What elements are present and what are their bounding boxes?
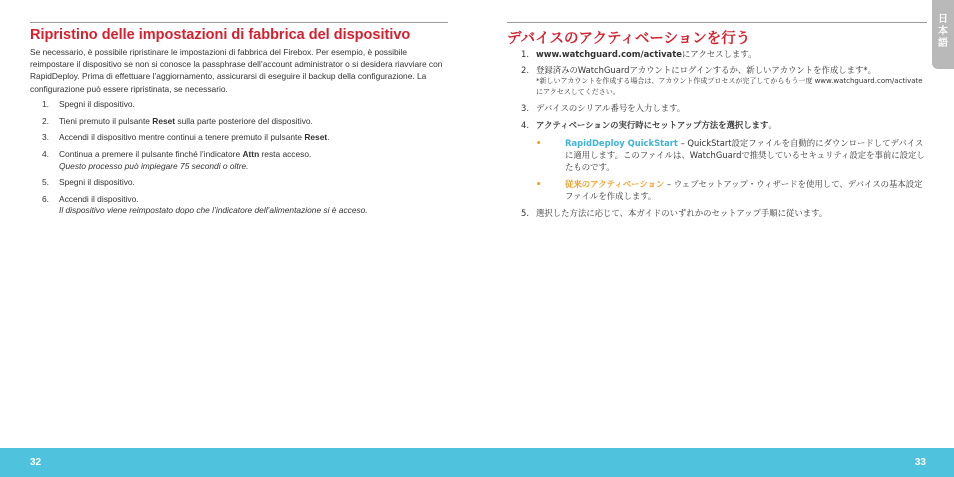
step-number: 2. [42, 115, 49, 126]
reset-steps-list [30, 99, 448, 222]
activation-url-link[interactable]: www.watchguard.com/activate [536, 49, 682, 59]
step-number: 3. [42, 132, 49, 143]
step-text: Spegni il dispositivo. [59, 177, 135, 188]
step-text: Continua a premere il pulsante finché l’indicatore [59, 149, 243, 160]
activation-steps-list [507, 48, 927, 219]
left-page [30, 0, 448, 448]
step-item [30, 149, 448, 172]
step-bold-term: Reset [152, 115, 176, 126]
step-item [30, 177, 448, 189]
language-tab-label: 日本語 [938, 14, 948, 49]
step-text: デバイスのシリアル番号を入力します。 [536, 103, 686, 113]
step-text: sulla parte posteriore del dispositivo. [175, 115, 313, 126]
step-number: 2. [521, 65, 529, 75]
step-item [30, 194, 448, 217]
step-item [507, 48, 927, 60]
section-title: デバイスのアクティベーションを行う [507, 31, 751, 47]
step-text: . [327, 132, 330, 143]
step-number: 3. [521, 103, 529, 113]
section-title: Ripristino delle impostazioni di fabbrica del dispositivo [30, 27, 411, 43]
step-footnote: *新しいアカウントを作成する場合は、アカウント作成プロセスが完了してからもう一度 www.watchguard.com/activateにアクセスしてください。 [536, 77, 923, 96]
step-note: Questo processo può impiegare 75 secondi o oltre. [59, 160, 249, 171]
header-rule [507, 22, 927, 23]
option-item-traditional [536, 178, 927, 202]
step-item [507, 102, 927, 114]
step-item [30, 116, 448, 128]
step-number: 5. [521, 208, 529, 218]
step-bold-term: Attn [242, 149, 260, 160]
step-item [507, 207, 927, 219]
step-number: 5. [42, 177, 49, 188]
option-label: RapidDeploy QuickStart [565, 138, 678, 148]
step-number: 1. [42, 99, 49, 109]
step-bold-term: Reset [304, 132, 328, 143]
page-number-left: 32 [30, 457, 42, 468]
step-text: Accendi il dispositivo. [59, 193, 139, 204]
step-text: Tieni premuto il pulsante [59, 115, 153, 126]
step-text: Accendi il dispositivo mentre continui a tenere premuto il pulsante [59, 132, 305, 143]
intro-paragraph: Se necessario, è possibile ripristinare le impostazioni di fabbrica del Firebox. Per esempio, è possibile reimpostare il dispositivo se non si conosce la passphrase dell’account administrator o si desidera riavviare con RapidDeploy. Prima di effettuare l’aggiornamento, assicurarsi di eseguire il backup della configurazione. La configurazione può essere ripristinata, se necessario. [30, 47, 443, 94]
step-item [507, 119, 927, 202]
page-number-right: 33 [914, 457, 926, 468]
step-text: 登録済みのWatchGuardアカウントにログインするか、新しいアカウントを作成します*。 [536, 65, 876, 75]
header-rule [30, 22, 448, 23]
step-number: 6. [42, 193, 49, 204]
right-page [507, 0, 927, 448]
option-label: 従来のアクティベーション [565, 179, 665, 189]
step-note: Il dispositivo viene reimpostato dopo che l’indicatore dell’alimentazione si è acceso. [59, 205, 368, 216]
option-text: – QuickStart設定ファイルを自動的にダウンロードしてデバイスに適用します。このファイルは、WatchGuardで推奨しているセキュリティ設定を事前に設定したものです。 [565, 138, 925, 172]
setup-options-list [536, 137, 927, 202]
step-text: 選択した方法に応じて、本ガイドのいずれかのセットアップ手順に従います。 [536, 208, 828, 218]
step-item [30, 132, 448, 144]
step-item [30, 99, 448, 111]
bullet-icon: • [536, 138, 542, 148]
option-text: – ウェブセットアップ・ウィザードを使用して、デバイスの基本設定ファイルを作成します。 [565, 179, 923, 201]
step-text: resta acceso. [259, 149, 312, 160]
language-tab [932, 0, 954, 69]
option-item-quickstart [536, 137, 927, 173]
bullet-icon: • [536, 179, 542, 189]
step-item [507, 64, 927, 98]
step-text: 。 [768, 120, 777, 130]
step-text: Spegni il dispositivo. [59, 99, 135, 109]
step-number: 4. [42, 149, 49, 160]
step-text: にアクセスします。 [681, 49, 757, 59]
step-number: 4. [521, 120, 529, 130]
step-number: 1. [521, 49, 529, 59]
footer-bar [0, 448, 954, 477]
step-bold-term: アクティベーションの実行時にセットアップ方法を選択します [536, 120, 769, 130]
